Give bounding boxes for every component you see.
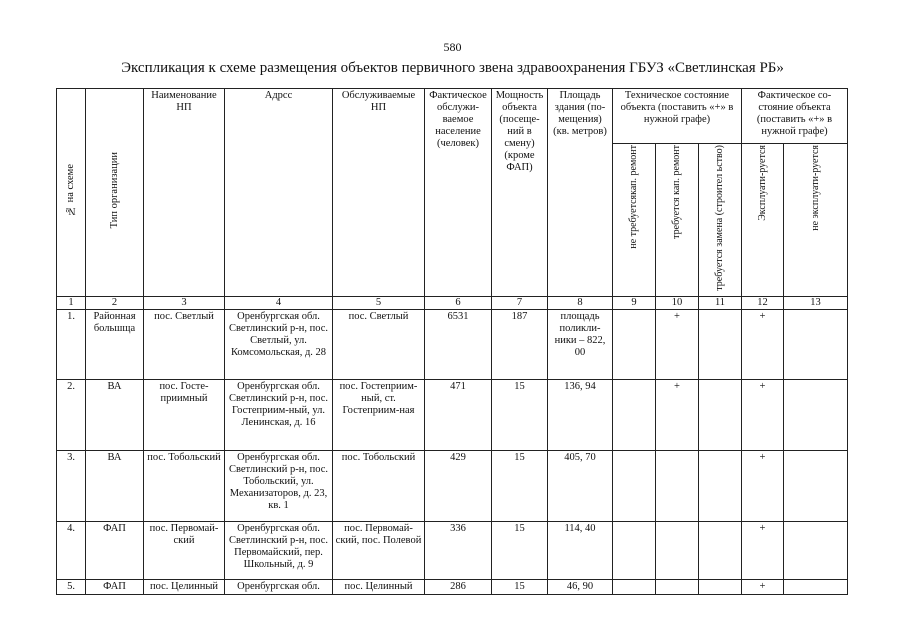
cell-served: пос. Целинный [333, 579, 425, 594]
cell-no-repair [613, 379, 656, 450]
cell-no-repair [613, 579, 656, 594]
cell-not-in-use [784, 521, 848, 579]
header-row [57, 89, 848, 144]
cell-population: 429 [425, 450, 492, 521]
cell-repair-needed [656, 521, 699, 579]
cell-replacement [699, 379, 742, 450]
cell-replacement [699, 521, 742, 579]
column-number: 3 [144, 296, 225, 309]
cell-np: пос. Целинный [144, 579, 225, 594]
cell-in-use: + [742, 579, 784, 594]
cell-no-repair [613, 450, 656, 521]
column-number: 11 [699, 296, 742, 309]
cell-not-in-use [784, 309, 848, 379]
header-num: № на схеме [57, 89, 86, 297]
cell-served: пос. Гостеприим-ный, ст. Гостеприим-ная [333, 379, 425, 450]
column-number: 13 [784, 296, 848, 309]
cell-type: ФАП [86, 579, 144, 594]
table-row [57, 309, 848, 379]
column-number: 4 [225, 296, 333, 309]
cell-np: пос. Госте-приимный [144, 379, 225, 450]
cell-area: 114, 40 [548, 521, 613, 579]
cell-address: Оренбургская обл. Светлинский р-н, пос. Светлый, ул. Комсомольская, д. 28 [225, 309, 333, 379]
header-type: Тип организации [86, 89, 144, 297]
cell-np: пос. Тобольский [144, 450, 225, 521]
cell-repair-needed: + [656, 379, 699, 450]
column-number: 12 [742, 296, 784, 309]
cell-in-use: + [742, 521, 784, 579]
cell-num: 4. [57, 521, 86, 579]
cell-in-use: + [742, 379, 784, 450]
cell-population: 336 [425, 521, 492, 579]
cell-not-in-use [784, 379, 848, 450]
header-area: Площадь здания (по-мещения) (кв. метров) [548, 89, 613, 297]
cell-population: 471 [425, 379, 492, 450]
column-number: 9 [613, 296, 656, 309]
cell-np: пос. Первомай-ский [144, 521, 225, 579]
cell-num: 5. [57, 579, 86, 594]
header-served-np: Обслуживаемые НП [333, 89, 425, 297]
cell-type: Районная большща [86, 309, 144, 379]
page-number: 580 [443, 40, 462, 54]
table-row [57, 521, 848, 579]
cell-type: ФАП [86, 521, 144, 579]
table-row [57, 450, 848, 521]
cell-population: 6531 [425, 309, 492, 379]
cell-served: пос. Тобольский [333, 450, 425, 521]
cell-area: 46, 90 [548, 579, 613, 594]
cell-np: пос. Светлый [144, 309, 225, 379]
cell-area: 136, 94 [548, 379, 613, 450]
cell-not-in-use [784, 579, 848, 594]
header-in-use: Эксплуати-руется [742, 144, 784, 297]
cell-address: Оренбургская обл. [225, 579, 333, 594]
cell-no-repair [613, 309, 656, 379]
cell-num: 2. [57, 379, 86, 450]
cell-num: 3. [57, 450, 86, 521]
cell-replacement [699, 450, 742, 521]
header-tech-state: Техническое состояние объекта (поставить «+» в нужной графе) [613, 89, 742, 144]
column-number: 5 [333, 296, 425, 309]
cell-address: Оренбургская обл. Светлинский р-н, пос. Первомайский, пер. Школьный, д. 9 [225, 521, 333, 579]
header-capacity: Мощность объекта (посеще-ний в смену) (кроме ФАП) [492, 89, 548, 297]
cell-capacity: 15 [492, 450, 548, 521]
cell-repair-needed [656, 579, 699, 594]
cell-served: пос. Светлый [333, 309, 425, 379]
cell-address: Оренбургская обл. Светлинский р-н, пос. Гостеприим-ный, ул. Ленинская, д. 16 [225, 379, 333, 450]
header-not-in-use: не эксплуати-руется [784, 144, 848, 297]
column-number: 7 [492, 296, 548, 309]
cell-type: ВА [86, 450, 144, 521]
column-number: 1 [57, 296, 86, 309]
table-row [57, 579, 848, 594]
cell-not-in-use [784, 450, 848, 521]
cell-replacement [699, 579, 742, 594]
cell-served: пос. Первомай-ский, пос. Полевой [333, 521, 425, 579]
header-no-repair: не требуетсякап. ремонт [613, 144, 656, 297]
cell-capacity: 187 [492, 309, 548, 379]
header-population: Фактическое обслужи-ваемое население (человек) [425, 89, 492, 297]
table-row [57, 379, 848, 450]
cell-num: 1. [57, 309, 86, 379]
document-title: Экспликация к схеме размещения объектов первичного звена здравоохранения ГБУЗ «Светлинская РБ» [121, 60, 784, 76]
cell-type: ВА [86, 379, 144, 450]
cell-replacement [699, 309, 742, 379]
cell-in-use: + [742, 309, 784, 379]
cell-population: 286 [425, 579, 492, 594]
header-address: Адрсс [225, 89, 333, 297]
cell-capacity: 15 [492, 579, 548, 594]
cell-area: 405, 70 [548, 450, 613, 521]
column-number: 8 [548, 296, 613, 309]
cell-address: Оренбургская обл. Светлинский р-н, пос. Тобольский, ул. Механизаторов, д. 23, кв. 1 [225, 450, 333, 521]
header-replacement: требуется замена (строител ьство) [699, 144, 742, 297]
column-number: 2 [86, 296, 144, 309]
column-number-row [57, 296, 848, 309]
cell-area: площадь поликли-ники – 822, 00 [548, 309, 613, 379]
cell-no-repair [613, 521, 656, 579]
column-number: 6 [425, 296, 492, 309]
cell-repair-needed: + [656, 309, 699, 379]
cell-capacity: 15 [492, 521, 548, 579]
header-actual-state: Фактическое со-стояние объекта (поставить «+» в нужной графе) [742, 89, 848, 144]
header-repair-needed: требуется кап. ремонт [656, 144, 699, 297]
explication-table [56, 88, 848, 595]
column-number: 10 [656, 296, 699, 309]
cell-in-use: + [742, 450, 784, 521]
header-np-name: Наименование НП [144, 89, 225, 297]
cell-repair-needed [656, 450, 699, 521]
cell-capacity: 15 [492, 379, 548, 450]
